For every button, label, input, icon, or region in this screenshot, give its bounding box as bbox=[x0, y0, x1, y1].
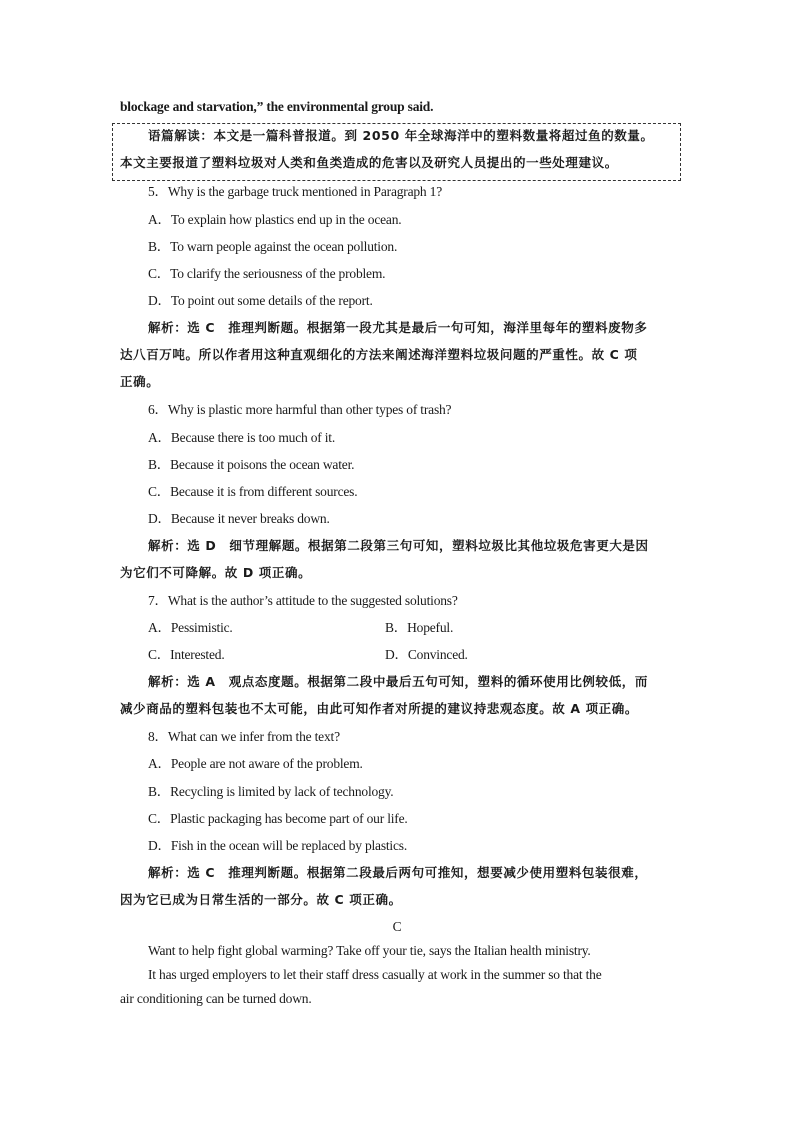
question-6-explanation-2: 为它们不可降解。故 D 项正确。 bbox=[120, 565, 312, 580]
question-5-option-c: C．To clarify the seriousness of the problem. bbox=[148, 266, 386, 281]
question-8-option-c: C．Plastic packaging has become part of our life. bbox=[148, 811, 408, 826]
summary-line-2: 本文主要报道了塑料垃圾对人类和鱼类造成的危害以及研究人员提出的一些处理建议。 bbox=[120, 155, 618, 170]
question-7-option-a: A．Pessimistic. bbox=[148, 620, 233, 635]
section-c-paragraph-2-line-1: It has urged employers to let their staff dress casually at work in the summer so that the bbox=[148, 967, 602, 982]
passage-tail: blockage and starvation,” the environmental group said. bbox=[120, 99, 434, 114]
question-8-explanation-1: 解析：选 C 推理判断题。根据第二段最后两句可推知，想要减少使用塑料包装很难， bbox=[148, 865, 648, 880]
question-5-explanation-2: 达八百万吨。所以作者用这种直观细化的方法来阐述海洋塑料垃圾问题的严重性。故 C 项 bbox=[120, 347, 638, 362]
question-7-option-b: B．Hopeful. bbox=[385, 620, 454, 635]
question-6-option-b: B．Because it poisons the ocean water. bbox=[148, 457, 355, 472]
question-7-stem: 7．What is the author’s attitude to the suggested solutions? bbox=[148, 593, 458, 608]
question-6-option-d: D．Because it never breaks down. bbox=[148, 511, 330, 526]
question-7-option-c: C．Interested. bbox=[148, 647, 225, 662]
question-5-option-d: D．To point out some details of the report. bbox=[148, 293, 373, 308]
question-8-option-a: A．People are not aware of the problem. bbox=[148, 756, 363, 771]
question-7-explanation-2: 减少商品的塑料包装也不太可能，由此可知作者对所提的建议持悲观态度。故 A 项正确。 bbox=[120, 701, 638, 716]
section-c-heading: C bbox=[392, 919, 402, 934]
section-c-paragraph-2-line-2: air conditioning can be turned down. bbox=[120, 991, 312, 1006]
question-8-explanation-2: 因为它已成为日常生活的一部分。故 C 项正确。 bbox=[120, 892, 402, 907]
question-8-option-b: B．Recycling is limited by lack of technology. bbox=[148, 784, 394, 799]
question-8-stem: 8．What can we infer from the text? bbox=[148, 729, 340, 744]
question-5-option-a: A．To explain how plastics end up in the ocean. bbox=[148, 212, 402, 227]
question-5-explanation-3: 正确。 bbox=[120, 374, 160, 389]
question-6-explanation-1: 解析：选 D 细节理解题。根据第二段第三句可知，塑料垃圾比其他垃圾危害更大是因 bbox=[148, 538, 649, 553]
question-5-explanation-1: 解析：选 C 推理判断题。根据第一段尤其是最后一句可知，海洋里每年的塑料废物多 bbox=[148, 320, 648, 335]
section-c-paragraph-1: Want to help fight global warming? Take off your tie, says the Italian health ministry. bbox=[148, 943, 591, 958]
question-8-option-d: D．Fish in the ocean will be replaced by plastics. bbox=[148, 838, 408, 853]
question-7-explanation-1: 解析：选 A 观点态度题。根据第二段中最后五句可知，塑料的循环使用比例较低，而 bbox=[148, 674, 648, 689]
question-7-option-d: D．Convinced. bbox=[385, 647, 468, 662]
question-6-option-a: A．Because there is too much of it. bbox=[148, 430, 336, 445]
question-5-option-b: B．To warn people against the ocean pollution. bbox=[148, 239, 398, 254]
question-5-stem: 5．Why is the garbage truck mentioned in Paragraph 1? bbox=[148, 184, 443, 199]
question-6-option-c: C．Because it is from different sources. bbox=[148, 484, 358, 499]
question-6-stem: 6．Why is plastic more harmful than other types of trash? bbox=[148, 402, 452, 417]
summary-line-1: 语篇解读：本文是一篇科普报道。到 2050 年全球海洋中的塑料数量将超过鱼的数量。 bbox=[148, 128, 654, 143]
